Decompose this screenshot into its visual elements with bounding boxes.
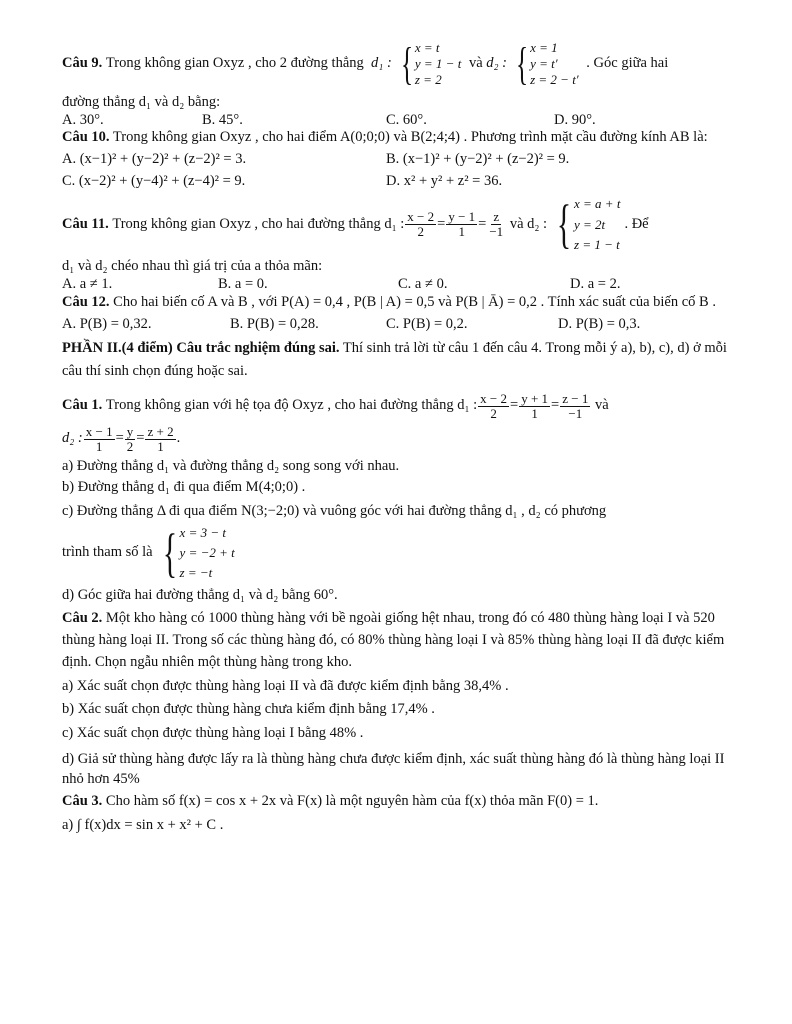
section-instructions: Thí sinh trả lời từ câu 1 đến câu 4. Trong mỗi ý a), b), c), d) ở mỗi câu thí sinh chọn đúng hoặc sai. (62, 340, 727, 380)
question-c3 (62, 793, 734, 811)
equation: z = 2 (414, 72, 442, 88)
question-label: Câu 2. (62, 610, 103, 627)
equation: x = a + t (574, 196, 621, 212)
option-c[interactable]: C. P(B) = 0,2. (386, 315, 468, 332)
option-d[interactable]: D. a = 2. (570, 276, 621, 293)
option-d[interactable]: D. x² + y² + z² = 36. (386, 172, 503, 189)
statement-b[interactable]: b) Đường thẳng d₁ đi qua điểm M(4;0;0) . (62, 479, 306, 496)
statement-a[interactable]: a) ∫ f(x)dx = sin x + x² + C . (62, 816, 224, 833)
option-a[interactable]: A. P(B) = 0,32. (62, 315, 152, 332)
denominator: 2 (490, 405, 497, 421)
question-c2 (62, 608, 734, 673)
fraction (560, 392, 590, 421)
fraction (487, 210, 505, 239)
question-text: Trong không gian Oxyz , cho hai điểm A(0;0;0) và B(2;4;4) . Phương trình mặt cầu đường kính AB là: (112, 129, 708, 146)
option-c[interactable]: C. 60°. (386, 111, 427, 128)
line-d2-label: d₂ : (62, 430, 83, 447)
question-text: d₁ và d₂ chéo nhau thì giá trị của a thỏa mãn: (62, 258, 323, 275)
conjunction: và d₂ : (509, 215, 548, 232)
option-d[interactable]: D. P(B) = 0,3. (558, 315, 641, 332)
question-9-header (62, 40, 734, 88)
question-12 (62, 294, 734, 312)
part-2-intro (62, 337, 734, 383)
answer-options (62, 112, 734, 130)
statement-text: trình tham số là (62, 543, 153, 560)
answer-options (62, 316, 734, 334)
question-text: . Để (624, 215, 649, 232)
question-text: Trong không gian Oxyz , cho 2 đường thẳng (105, 55, 364, 72)
exam-page (62, 40, 734, 835)
statement-c[interactable]: c) Xác suất chọn được thùng hàng loại I bằng 48% . (62, 724, 364, 741)
answer-options (62, 151, 734, 169)
numerator: z + 2 (147, 423, 174, 439)
numerator: x − 1 (85, 423, 113, 439)
statement-d[interactable]: d) Góc giữa hai đường thẳng d₁ và d₂ bằng 60°. (62, 586, 338, 603)
question-text: Một kho hàng có 1000 thùng hàng với bề ngoài giống hệt nhau, trong đó có 480 thùng hàng loại I và 520 thùng hàng loại II. Trong số các thùng hàng đó, có 80% thùng hàng loại I và 85% thùng hàng loại II đã được kiểm định. Chọn ngẫu nhiên một thùng hàng trong kho. (62, 610, 725, 670)
statement-a[interactable]: a) Đường thẳng d₁ và đường thẳng d₂ song song với nhau. (62, 457, 400, 474)
line-d2-system: { x = 1 y = t′ z = 2 − t′ (515, 38, 579, 89)
fraction (519, 392, 550, 421)
question-label: Câu 3. (62, 793, 103, 810)
question-10 (62, 129, 734, 147)
equation: x = 3 − t (179, 524, 226, 540)
equation: y = t′ (530, 56, 558, 72)
denominator: −1 (568, 405, 583, 421)
denominator: −1 (489, 223, 504, 239)
numerator: x − 2 (407, 208, 435, 224)
option-c[interactable]: C. (x−2)² + (y−4)² + (z−4)² = 9. (62, 172, 246, 189)
section-heading: PHẦN II.(4 điểm) Câu trắc nghiệm đúng sai. (62, 340, 340, 357)
question-label: Câu 1. (62, 397, 103, 414)
denominator: 2 (126, 438, 134, 454)
numerator: z − 1 (562, 390, 589, 406)
equation: y = −2 + t (179, 544, 235, 560)
question-text: Trong không gian với hệ tọa độ Oxyz , cho hai đường thẳng d₁ : (105, 397, 478, 414)
question-text: Cho hàm số f(x) = cos x + 2x và F(x) là một nguyên hàm của f(x) thỏa mãn F(0) = 1. (105, 793, 599, 810)
equation: z = −t (179, 564, 213, 580)
denominator: 1 (95, 438, 103, 454)
statement-d[interactable]: d) Giả sử thùng hàng được lấy ra là thùng hàng chưa được kiểm định, xác suất thùng hàng đó là thùng hàng loại II nhỏ hơn 45% (62, 750, 725, 787)
question-text: Trong không gian Oxyz , cho hai đường thẳng d₁ : (112, 215, 405, 232)
line-d2-equation: d₂ : $\frac{x - 1}{1}$ = $\frac{y}{2}$ = $\frac{z + 2}{1}$ . (62, 423, 181, 454)
question-c1-header: Câu 1. Trong không gian với hệ tọa độ Oxyz , cho hai đường thẳng d₁ : $\frac{x - 2}{2}$ = $\frac{y + 1}{1}$ = $\frac{z - 1}{-1}$ và (62, 390, 609, 421)
question-text: Cho hai biến cố A và B , với P(A) = 0,4 , P(B | A) = 0,5 và P(B | Ā) = 0,2 . Tính xác suất của biến cố B . (113, 293, 716, 310)
question-label: Câu 12. (62, 293, 110, 310)
statement-a[interactable]: a) Xác suất chọn được thùng hàng loại II và đã được kiểm định bằng 38,4% . (62, 677, 509, 694)
equation: y = 2t (574, 216, 606, 232)
equation: y = 1 − t (414, 56, 462, 72)
parametric-system: { x = 3 − t y = −2 + t z = −t (162, 522, 235, 583)
line-d1-system: { x = t y = 1 − t z = 2 (400, 38, 462, 89)
equation: x = t (414, 40, 440, 55)
question-text: đường thẳng d₁ và d₂ bằng: (62, 94, 221, 110)
line-d2-label: d₂ : (486, 55, 507, 72)
fraction (478, 392, 509, 421)
numerator: y (126, 423, 134, 439)
statement-c-system (62, 522, 734, 583)
denominator: 1 (157, 438, 164, 454)
question-label: Câu 11. (62, 215, 109, 232)
equation: x = 1 (530, 40, 558, 55)
question-11-header: Câu 11. Trong không gian Oxyz , cho hai đường thẳng d₁ : $\frac{x - 2}{2}$ = $\frac{y - 1}{1}$ = $\frac{z}{-1}$ và d₂ : { x = a + t y = 2t z = 1 − t . Để (62, 194, 649, 255)
denominator: 2 (417, 223, 424, 239)
numerator: z (493, 208, 500, 224)
statement-c[interactable]: c) Đường thẳng Δ đi qua điểm N(3;−2;0) và vuông góc với hai đường thẳng d₁ , d₂ có phương (62, 502, 607, 519)
option-b[interactable]: B. 45°. (202, 111, 243, 128)
line-d1-label: d₁ : (371, 55, 392, 72)
equation: z = 2 − t′ (530, 72, 579, 88)
option-a[interactable]: A. a ≠ 1. (62, 276, 113, 293)
statement-b[interactable]: b) Xác suất chọn được thùng hàng chưa kiểm định bằng 17,4% . (62, 701, 435, 718)
denominator: 1 (531, 405, 538, 421)
question-label: Câu 10. (62, 129, 110, 146)
equation: z = 1 − t (574, 236, 620, 252)
numerator: y + 1 (521, 390, 549, 406)
fraction (84, 425, 115, 454)
option-a[interactable]: A. 30°. (62, 111, 104, 128)
numerator: x − 2 (480, 390, 508, 406)
option-d[interactable]: D. 90°. (554, 111, 596, 128)
fraction (125, 425, 136, 454)
question-label: Câu 9. (62, 55, 103, 72)
denominator: 1 (458, 223, 465, 239)
fraction (145, 425, 175, 454)
fraction (446, 210, 477, 239)
answer-options (62, 173, 734, 191)
conjunction: và (594, 397, 609, 414)
conjunction: và (468, 55, 483, 72)
option-b[interactable]: B. a = 0. (218, 276, 268, 293)
option-c[interactable]: C. a ≠ 0. (398, 276, 448, 293)
line-d2-system: { x = a + t y = 2t z = 1 − t (556, 194, 621, 255)
option-b[interactable]: B. P(B) = 0,28. (230, 315, 319, 332)
answer-options (62, 276, 734, 294)
numerator: y − 1 (448, 208, 476, 224)
question-text: . Góc giữa hai (586, 55, 669, 72)
option-a[interactable]: A. (x−1)² + (y−2)² + (z−2)² = 3. (62, 151, 247, 168)
option-b[interactable]: B. (x−1)² + (y−2)² + (z−2)² = 9. (386, 151, 570, 168)
fraction (405, 210, 436, 239)
